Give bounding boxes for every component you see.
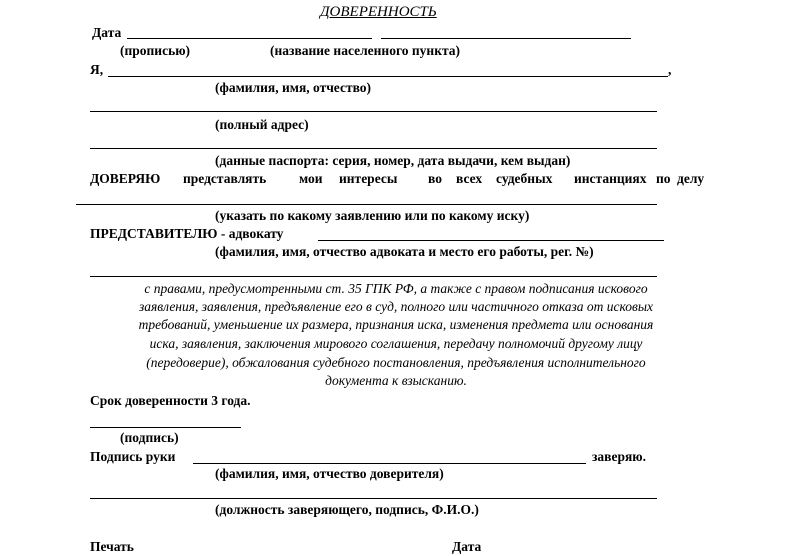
hint-case: (указать по какому заявлению или по какому иску) [215,208,530,223]
trust-word-9: по [656,171,671,186]
fio-blank-line[interactable] [108,76,668,77]
trust-word-10: делу [677,171,705,186]
hint-certifier: (должность заверяющего, подпись, Ф.И.О.) [215,502,479,517]
passport-blank-line[interactable] [90,148,657,149]
certify-word: заверяю. [592,449,646,464]
principal-blank-line[interactable] [193,463,586,464]
hint-principal: (фамилия, имя, отчество доверителя) [215,466,444,481]
hint-propisyu: (прописью) [120,43,191,58]
lawyer-blank-line-2[interactable] [90,276,657,277]
hint-settlement: (название населенного пункта) [270,43,461,58]
settlement-blank-line[interactable] [381,38,631,39]
address-blank-line[interactable] [90,111,657,112]
comma: , [668,62,672,77]
trust-word-8: инстанциях [574,171,647,186]
hint-passport: (данные паспорта: серия, номер, дата выдачи, кем выдан) [215,153,571,168]
certifier-blank-line[interactable] [90,498,657,499]
trust-word-1: ДОВЕРЯЮ [90,171,161,186]
signature-blank-line[interactable] [90,427,241,428]
trust-word-2: представлять [183,171,267,186]
trust-word-6: всех [456,171,483,186]
case-blank-line[interactable] [76,204,657,205]
hint-fio: (фамилия, имя, отчество) [215,80,372,95]
hint-lawyer: (фамилия, имя, отчество адвоката и место его работы, рег. №) [215,244,594,259]
rights-line-2: заявления, заявления, предъявление его в суд, полного или частичного отказа от исковых [138,299,654,314]
hint-signature: (подпись) [120,430,179,445]
rights-line-4: иска, заявления, заключения мирового соглашения, передачу полномочий другому лицу [149,336,643,351]
rights-line-1: с правами, предусмотренными ст. 35 ГПК РФ, а также с правом подписания искового [144,281,648,296]
trust-word-3: мои [299,171,323,186]
trust-word-5: во [428,171,442,186]
ya-label: Я, [90,62,104,77]
hint-address: (полный адрес) [215,117,309,132]
seal-label: Печать [90,539,134,554]
lawyer-blank-line[interactable] [318,240,664,241]
trust-word-7: судебных [496,171,553,186]
date-label-bottom: Дата [452,539,482,554]
date-label: Дата [92,25,122,40]
trust-word-4: интересы [339,171,398,186]
document-title: ДОВЕРЕННОСТЬ [320,4,437,20]
rights-line-3: требований, уменьшение их размера, признания иска, изменения предмета или основания [138,317,654,332]
rights-line-5: (передоверие), обжалования судебного постановления, предъявления исполнительного [146,355,646,370]
signature-hand-label: Подпись руки [90,449,176,464]
rights-line-6: документа к взысканию. [325,373,467,388]
date-blank-line[interactable] [127,38,372,39]
representative-label: ПРЕДСТАВИТЕЛЮ - адвокату [90,226,284,241]
term-text: Срок доверенности 3 года. [90,393,251,408]
